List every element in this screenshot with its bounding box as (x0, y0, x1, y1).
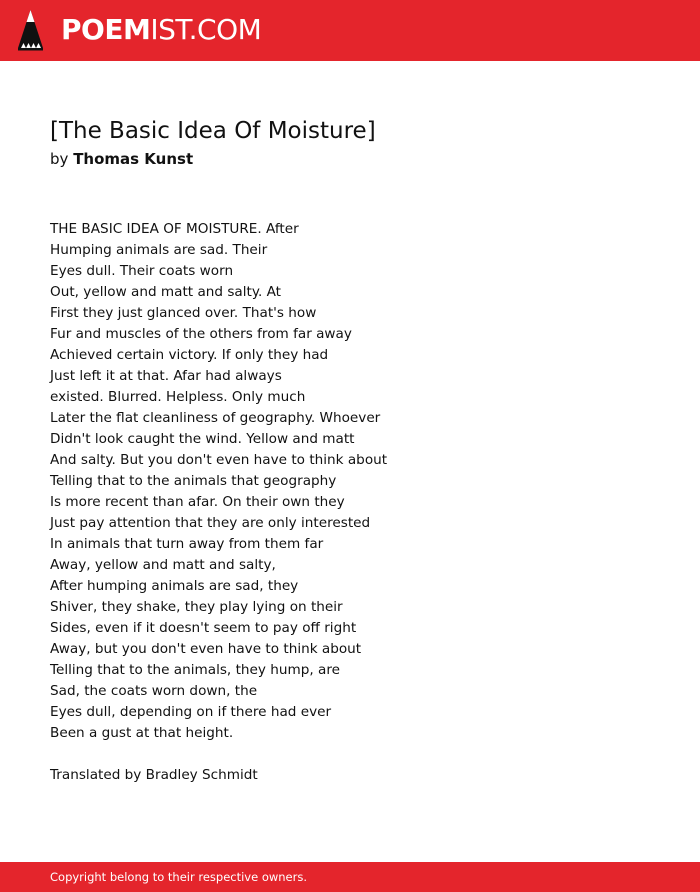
author-name: Thomas Kunst (73, 150, 194, 168)
poem-line: Shiver, they shake, they play lying on their (50, 599, 343, 615)
poem-line: Telling that to the animals that geography (50, 473, 337, 489)
poem-line: THE BASIC IDEA OF MOISTURE. After (50, 221, 299, 237)
site-logo[interactable] (61, 12, 261, 48)
poem-line: Didn't look caught the wind. Yellow and matt (50, 431, 355, 447)
poem-title: [The Basic Idea Of Moisture] (50, 118, 376, 144)
poem-line: existed. Blurred. Helpless. Only much (50, 389, 306, 405)
pen-nib-icon[interactable] (17, 9, 44, 51)
poem-line: Away, yellow and matt and salty, (50, 557, 276, 573)
byline (50, 149, 193, 169)
poem-line: Is more recent than afar. On their own they (50, 494, 345, 510)
poem-line: After humping animals are sad, they (50, 578, 299, 594)
poem-line: And salty. But you don't even have to think about (50, 452, 388, 468)
poem-line: Telling that to the animals, they hump, are (50, 662, 340, 678)
poem-line: Sides, even if it doesn't seem to pay off right (50, 620, 357, 636)
poem-line: Eyes dull. Their coats worn (50, 263, 234, 279)
copyright-notice: Copyright belong to their respective owners. (50, 870, 308, 884)
poem-line: Achieved certain victory. If only they had (50, 347, 329, 363)
site-footer (0, 862, 700, 892)
poem-line: Sad, the coats worn down, the (50, 683, 258, 699)
poem-line: Later the flat cleanliness of geography. Whoever (50, 410, 381, 426)
poem-line: Away, but you don't even have to think about (50, 641, 362, 657)
poem-line: First they just glanced over. That's how (50, 305, 317, 321)
site-header (0, 0, 700, 61)
poem-body (50, 219, 650, 744)
poem-line: Been a gust at that height. (50, 725, 234, 741)
by-label: by (50, 150, 69, 168)
poem-line: Just pay attention that they are only interested (50, 515, 371, 531)
poem-line: Out, yellow and matt and salty. At (50, 284, 282, 300)
poem-line: Just left it at that. Afar had always (50, 368, 282, 384)
logo-bold-text: POEM (61, 13, 151, 46)
logo-light-text: IST.COM (150, 13, 262, 46)
poem-line: In animals that turn away from them far (50, 536, 324, 552)
poem-line: Fur and muscles of the others from far away (50, 326, 352, 342)
poem-line: Eyes dull, depending on if there had ever (50, 704, 332, 720)
translator-credit: Translated by Bradley Schmidt (50, 767, 258, 783)
poem-line: Humping animals are sad. Their (50, 242, 268, 258)
